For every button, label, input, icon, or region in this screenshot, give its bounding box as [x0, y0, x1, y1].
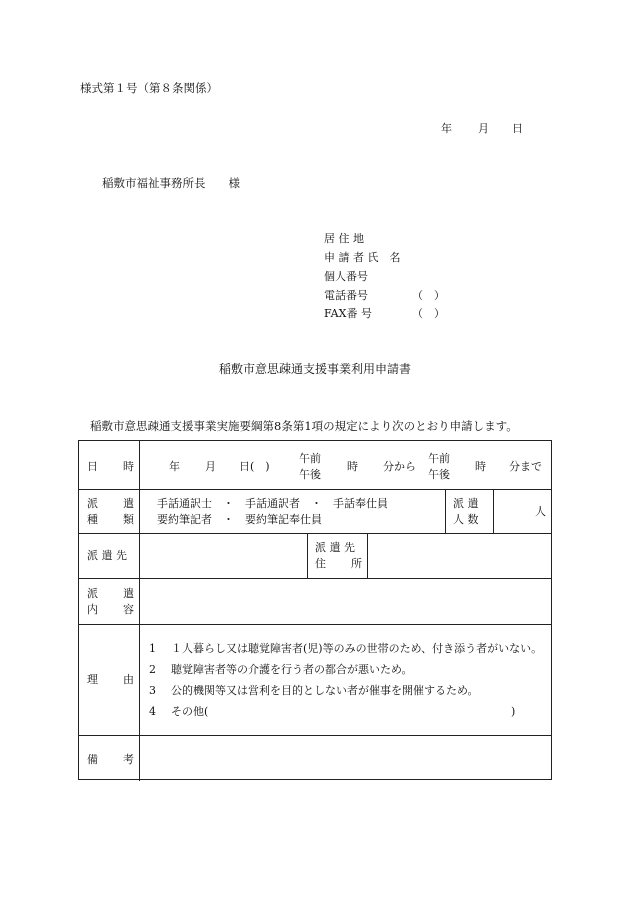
start-am: 午前: [299, 452, 321, 465]
reason-item-text: その他(: [171, 705, 209, 718]
date-month: 月: [478, 122, 489, 135]
label-column-divider: [139, 441, 140, 781]
intro-text: 稲敷市意思疎通支援事業実施要綱第8条第1項の規定により次のとおり申請します。: [90, 419, 518, 433]
datetime-label-b: 時: [123, 460, 134, 473]
reason-label: 由: [123, 673, 134, 686]
dispatch-count-divider: [445, 489, 446, 533]
datetime-day: 日( ): [239, 460, 270, 473]
start-hour: 時: [347, 460, 358, 473]
dispatch-content-label: 容: [123, 603, 134, 616]
phone-label: 電話番号: [324, 289, 368, 302]
personal-number-label: 個人番号: [324, 270, 368, 283]
date-year: 年: [441, 122, 452, 135]
dispatch-type-options-line2: 要約筆記者 ・ 要約筆記奉仕員: [157, 513, 322, 526]
dispatch-count-label: 派 遣: [453, 497, 479, 510]
start-minute-from: 分から: [383, 460, 416, 473]
dispatch-type-label: 類: [123, 513, 134, 526]
destination-divider: [367, 533, 368, 578]
destination-label: 派 遣 先: [87, 549, 127, 562]
destination-divider: [307, 533, 308, 578]
remarks-label: 備: [87, 753, 98, 766]
dispatch-count-label: 人 数: [453, 513, 479, 526]
reason-item-text: １人暮らし又は聴覚障害者(児)等のみの世帯のため、付き添う者がいない。: [171, 642, 543, 655]
destination-address-label: 住: [315, 557, 326, 570]
reason-label: 理: [87, 673, 98, 686]
row-divider: [79, 578, 551, 579]
dispatch-type-label: 遣: [123, 497, 134, 510]
application-table: [78, 440, 552, 780]
end-am: 午前: [428, 452, 450, 465]
reason-item-number: 2: [149, 663, 156, 676]
reason-item-text: 聴覚障害者等の介護を行う者の都合が悪いため。: [171, 663, 413, 676]
reason-other-close-paren: ): [511, 705, 516, 718]
dispatch-content-label: 派: [87, 587, 98, 600]
reason-item-number: 4: [149, 705, 156, 718]
remarks-label: 考: [123, 753, 134, 766]
dispatch-type-options-line1: 手話通訳士 ・ 手話通訳者 ・ 手話奉仕員: [157, 497, 388, 510]
reason-item-text: 公的機関等又は営利を目的としない者が催事を開催するため。: [171, 684, 479, 697]
destination-address-label: 所: [351, 557, 362, 570]
end-minute-until: 分まで: [509, 460, 542, 473]
dispatch-count-divider: [493, 489, 494, 533]
fax-label: FAX番 号: [324, 307, 372, 320]
dispatch-count-unit: 人: [535, 505, 546, 518]
start-pm: 午後: [299, 468, 321, 481]
destination-address-label: 派 遣 先: [315, 541, 355, 554]
row-divider: [79, 624, 551, 625]
dispatch-content-label: 内: [87, 603, 98, 616]
datetime-year: 年: [169, 460, 180, 473]
address-label: 居 住 地: [324, 232, 364, 245]
date-day: 日: [512, 122, 523, 135]
applicant-name-label: 申 請 者 氏 名: [324, 251, 401, 264]
reason-item-number: 3: [149, 684, 156, 697]
datetime-label-a: 日: [87, 460, 98, 473]
document-title: 稲敷市意思疎通支援事業利用申請書: [218, 362, 411, 376]
row-divider: [79, 489, 551, 490]
row-divider: [79, 533, 551, 534]
end-pm: 午後: [428, 468, 450, 481]
dispatch-type-label: 種: [87, 513, 98, 526]
fax-area-paren: （ ）: [412, 307, 445, 320]
dispatch-type-label: 派: [87, 497, 98, 510]
addressee: 稲敷市福祉事務所長 様: [102, 176, 240, 190]
dispatch-content-label: 遣: [123, 587, 134, 600]
reason-item-number: 1: [149, 642, 156, 655]
phone-area-paren: （ ）: [412, 289, 445, 302]
end-hour: 時: [475, 460, 486, 473]
row-divider: [79, 735, 551, 736]
datetime-month: 月: [205, 460, 216, 473]
form-number: 様式第１号（第８条関係）: [80, 81, 218, 95]
